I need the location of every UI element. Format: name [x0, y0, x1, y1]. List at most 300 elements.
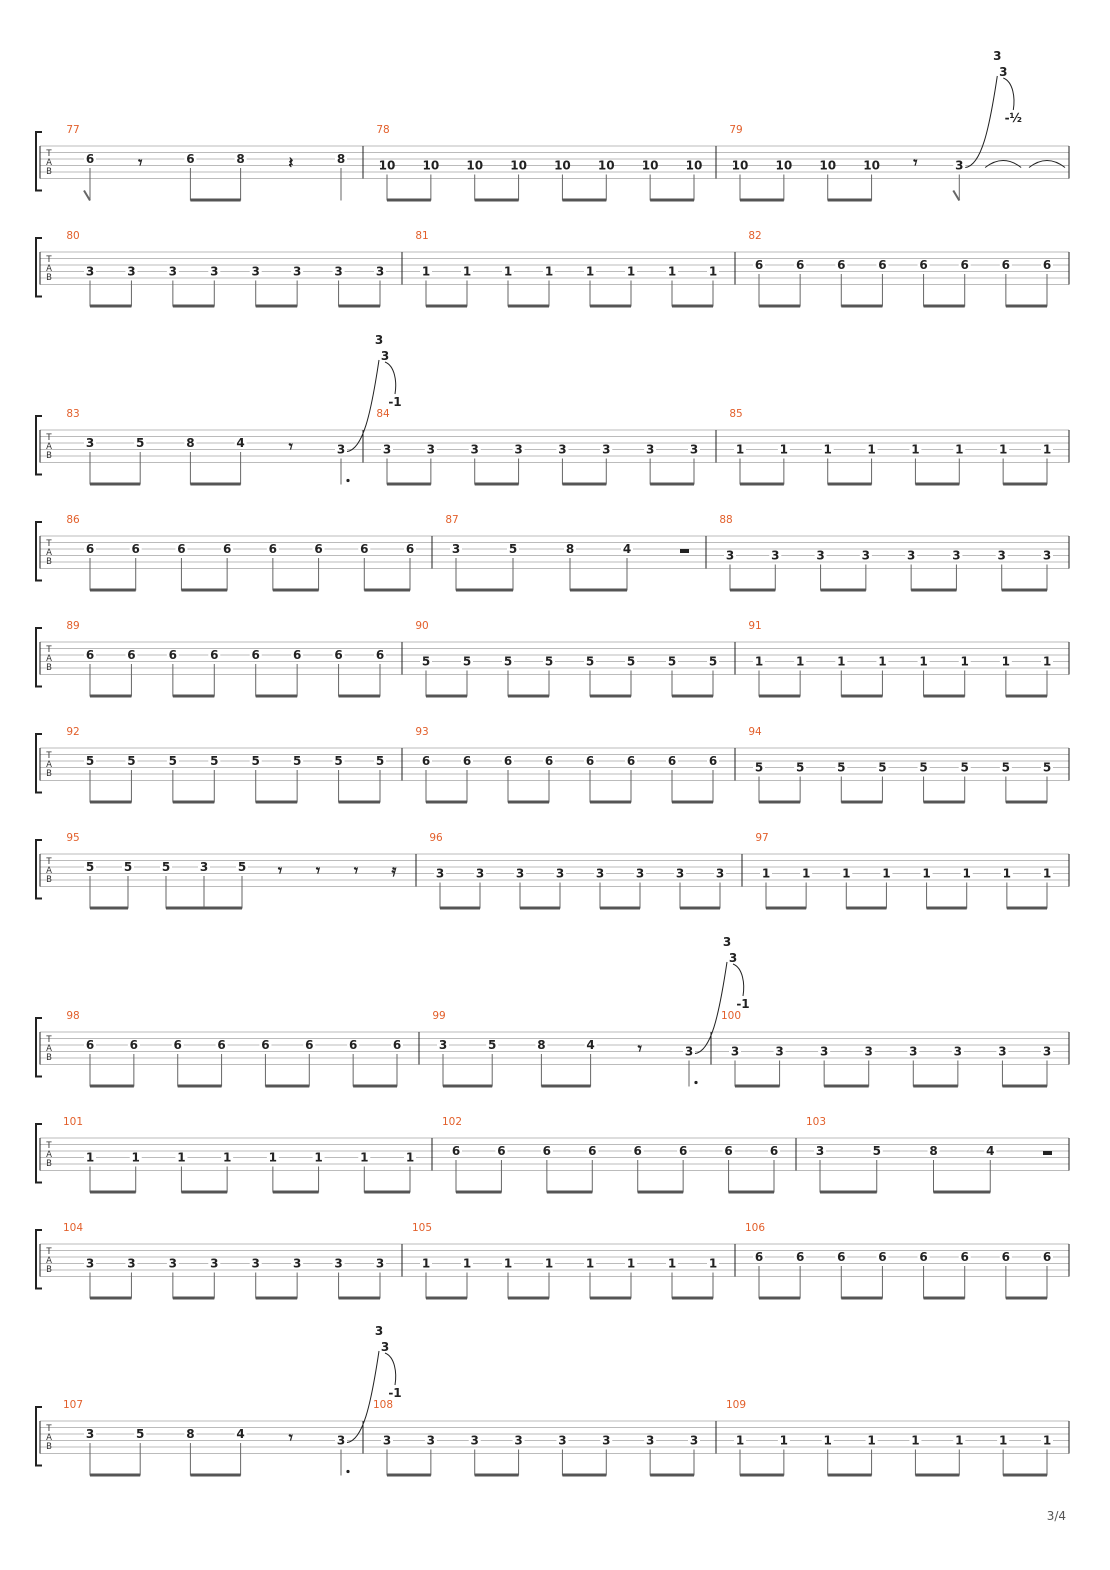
system-bracket	[36, 238, 42, 297]
beam	[387, 199, 431, 202]
fret-number: 1	[911, 442, 920, 457]
beam	[650, 1474, 694, 1477]
fret-number: 1	[626, 264, 636, 279]
fret-number: 3	[645, 442, 655, 457]
fret-number: 5	[1001, 760, 1011, 775]
fret-number: 1	[735, 1433, 745, 1448]
measure-97	[755, 832, 1053, 910]
beam	[426, 1297, 467, 1300]
measure-number: 87	[445, 514, 459, 526]
fret-number: 3	[816, 548, 825, 563]
beam	[924, 1297, 965, 1300]
fret-number: 5	[85, 754, 95, 768]
fret-number: 6	[503, 754, 513, 768]
fret-number: 6	[667, 754, 677, 768]
tab-system	[36, 230, 1069, 308]
fret-number: 4	[236, 436, 245, 450]
fret-number: 6	[85, 1038, 95, 1052]
fret-number: 1	[405, 1150, 415, 1165]
fret-number: 1	[867, 1433, 876, 1448]
measure-number: 100	[720, 1010, 742, 1022]
measure-78	[376, 124, 702, 202]
fret-number: 6	[626, 754, 636, 768]
measure-82	[748, 230, 1053, 308]
fret-number: 6	[708, 754, 718, 768]
fret-number: 3	[906, 548, 916, 563]
fret-number: 1	[955, 1433, 964, 1448]
measure-number: 103	[805, 1116, 827, 1128]
system-bracket	[36, 1230, 42, 1289]
sixteenth-rest: 𝄿	[391, 861, 397, 880]
measure-number: 96	[429, 832, 443, 844]
fret-number: 3	[382, 442, 392, 457]
fret-number: 3	[1042, 548, 1052, 563]
fret-number: 3	[451, 542, 461, 556]
beam	[339, 695, 380, 698]
fret-number: 6	[251, 648, 260, 662]
fret-number: 1	[761, 866, 771, 881]
fret-number: 3	[426, 1433, 436, 1448]
fret-number: 6	[129, 1038, 139, 1052]
fret-number: 1	[131, 1150, 140, 1165]
beam	[672, 305, 713, 308]
system-bracket	[36, 1124, 42, 1183]
fret-number: 1	[1042, 866, 1052, 881]
beam	[90, 1191, 136, 1194]
bend-label: 3	[374, 333, 384, 347]
release-curve	[733, 964, 744, 996]
fret-number: 10	[775, 158, 793, 173]
fret-number: 6	[1042, 258, 1052, 272]
fret-number: 3	[514, 1433, 523, 1448]
fret-number: 8	[236, 152, 245, 166]
beam	[638, 1191, 683, 1194]
fret-number: 10	[863, 158, 880, 173]
beam	[173, 695, 214, 698]
tab-system	[36, 1222, 1069, 1300]
fret-number: 6	[314, 542, 323, 556]
fret-number: 5	[1042, 760, 1052, 775]
measure-96	[429, 832, 726, 910]
measure-80	[66, 230, 386, 308]
beam	[924, 801, 965, 804]
beam	[562, 483, 606, 486]
measure-number: 80	[66, 230, 80, 242]
fret-number: 1	[754, 654, 764, 669]
tie-arc	[985, 161, 1021, 168]
fret-number: 3	[602, 442, 611, 457]
fret-number: 1	[708, 1256, 718, 1271]
tab-clef-letter: B	[46, 1159, 52, 1169]
measure-94	[748, 726, 1053, 804]
beam	[841, 695, 882, 698]
fret-number: 3	[555, 866, 565, 881]
fret-number: 5	[123, 860, 133, 874]
fret-number: 3	[375, 264, 385, 279]
fret-number: 6	[542, 1144, 552, 1158]
fret-number: 5	[795, 760, 805, 775]
fret-number: 3	[168, 264, 178, 279]
tab-clef-letter: T	[46, 1035, 52, 1045]
measure-87	[445, 514, 689, 592]
measure-100	[721, 1010, 1053, 1088]
beam	[828, 199, 872, 202]
beam	[339, 1297, 380, 1300]
fret-number: 6	[268, 542, 278, 556]
fret-number: 3	[426, 442, 436, 457]
fret-number: 6	[451, 1144, 461, 1158]
bend-curve	[965, 76, 997, 168]
fret-number: 6	[588, 1144, 597, 1158]
tab-clef-letter: B	[46, 663, 52, 673]
beam	[387, 1474, 431, 1477]
fret-number: 6	[210, 648, 219, 662]
beam	[475, 199, 519, 202]
fret-number: 6	[85, 542, 95, 556]
fret-number: 6	[85, 152, 95, 166]
tab-system	[36, 1324, 1069, 1477]
beam	[562, 1474, 606, 1477]
beam	[590, 695, 631, 698]
eighth-rest: 𝄾	[353, 861, 359, 880]
beam	[650, 199, 694, 202]
fret-number: 3	[334, 1256, 343, 1271]
beam	[256, 695, 297, 698]
fret-number: 8	[336, 152, 346, 166]
fret-number: 1	[1042, 1433, 1052, 1448]
beam	[766, 907, 806, 910]
fret-number: 3	[558, 442, 567, 457]
fret-number: 3	[771, 548, 780, 563]
fret-number: 6	[633, 1144, 642, 1158]
measure-number: 99	[432, 1010, 446, 1022]
tab-system	[36, 832, 1069, 910]
fret-number: 10	[554, 158, 571, 173]
measure-number: 94	[748, 726, 762, 738]
beam	[924, 695, 965, 698]
fret-number: 1	[919, 654, 928, 669]
tab-clef-letter: A	[46, 654, 52, 664]
measure-104	[63, 1222, 386, 1300]
fret-number: 6	[754, 1250, 764, 1264]
fret-number: 6	[217, 1038, 226, 1052]
measure-number: 81	[415, 230, 429, 242]
beam	[600, 907, 640, 910]
beam	[273, 1191, 319, 1194]
fret-number: 3	[730, 1044, 740, 1059]
measure-108	[373, 1399, 700, 1477]
tab-clef-letter: T	[46, 255, 52, 265]
fret-number: 5	[508, 542, 518, 556]
tab-clef-letter: B	[46, 557, 52, 567]
fret-number: 5	[919, 760, 928, 775]
measure-number: 98	[66, 1010, 80, 1022]
measure-number: 77	[66, 124, 80, 136]
fret-number: 3	[336, 442, 346, 457]
bend-label: 3	[722, 935, 732, 949]
beam	[821, 589, 866, 592]
measure-85	[729, 408, 1053, 486]
beam	[672, 695, 713, 698]
measure-number: 97	[755, 832, 769, 844]
fret-number: 6	[837, 1250, 846, 1264]
tab-clef-letter: T	[46, 751, 52, 761]
measure-number: 105	[411, 1222, 433, 1234]
beam	[443, 1085, 492, 1088]
beam	[1003, 483, 1047, 486]
fret-number: 3	[475, 866, 485, 881]
fret-number: 3	[514, 442, 523, 457]
fret-number: 1	[503, 1256, 513, 1271]
measure-number: 104	[62, 1222, 84, 1234]
beam	[759, 1297, 800, 1300]
beam	[426, 305, 467, 308]
fret-number: 6	[348, 1038, 358, 1052]
system-bracket	[36, 416, 42, 475]
beam	[1007, 907, 1047, 910]
fret-number: 4	[622, 542, 632, 556]
fret-number: 3	[684, 1044, 694, 1059]
fret-number: 5	[251, 754, 260, 768]
fret-number: 3	[689, 442, 699, 457]
fret-number: 3	[725, 548, 735, 563]
eighth-rest: 𝄾	[288, 437, 293, 456]
system-bracket	[36, 1407, 42, 1466]
fret-number: 1	[779, 442, 789, 457]
measure-number: 89	[66, 620, 80, 632]
beam	[440, 907, 480, 910]
fret-number: 5	[626, 654, 636, 669]
eighth-rest: 𝄾	[288, 1428, 293, 1447]
beam	[924, 305, 965, 308]
beam	[1003, 1474, 1047, 1477]
fret-number: 5	[375, 754, 385, 768]
tab-clef-letter: A	[46, 760, 52, 770]
measure-86	[66, 514, 416, 592]
tab-clef-letter: A	[46, 1433, 52, 1443]
tab-system	[36, 333, 1069, 486]
beam	[90, 589, 136, 592]
beam	[828, 1474, 872, 1477]
system-bracket	[36, 522, 42, 581]
fret-number: 6	[837, 258, 846, 272]
fret-number: 3	[336, 1433, 346, 1448]
fret-number: 6	[544, 754, 554, 768]
tab-clef-letter: T	[46, 645, 52, 655]
beam	[256, 1297, 297, 1300]
fret-number: 1	[626, 1256, 636, 1271]
fret-number: 3	[998, 1044, 1007, 1059]
bend-label: 3	[380, 1340, 390, 1354]
fret-number: 4	[236, 1427, 245, 1441]
fret-number: 3	[292, 1256, 302, 1271]
measure-number: 88	[719, 514, 733, 526]
fret-number: 8	[565, 542, 575, 556]
fret-number: 6	[960, 1250, 969, 1264]
measure-88	[719, 514, 1053, 592]
beam	[90, 1085, 134, 1088]
fret-number: 3	[558, 1433, 567, 1448]
tab-clef-letter: T	[46, 1247, 52, 1257]
measure-109	[726, 1399, 1053, 1477]
tab-clef-letter: B	[46, 451, 52, 461]
tab-clef-letter: A	[46, 1044, 52, 1054]
beam	[265, 1085, 309, 1088]
fret-number: 6	[1001, 1250, 1011, 1264]
release-label: -½	[1004, 111, 1022, 125]
beam	[730, 589, 775, 592]
fret-number: 5	[292, 754, 302, 768]
measure-number: 102	[441, 1116, 463, 1128]
tab-clef-letter: A	[46, 264, 52, 274]
tab-clef-letter: T	[46, 1424, 52, 1434]
fret-number: 6	[168, 648, 178, 662]
fret-number: 5	[667, 654, 677, 669]
fret-number: 6	[375, 648, 385, 662]
fret-number: 3	[199, 860, 209, 874]
fret-number: 1	[585, 264, 595, 279]
fret-number: 1	[360, 1150, 369, 1165]
beam	[90, 1297, 131, 1300]
beam	[1006, 801, 1047, 804]
beam	[841, 305, 882, 308]
fret-number: 6	[405, 542, 415, 556]
eighth-rest: 𝄾	[277, 861, 283, 880]
fret-number: 1	[998, 442, 1008, 457]
fret-number: 3	[168, 1256, 178, 1271]
fret-number: 6	[261, 1038, 270, 1052]
fret-number: 1	[462, 1256, 472, 1271]
measure-number: 90	[415, 620, 429, 632]
system-bracket	[36, 1018, 42, 1077]
fret-number: 5	[136, 436, 145, 450]
fret-number: 10	[378, 158, 396, 173]
fret-number: 1	[867, 442, 876, 457]
fret-number: 1	[503, 264, 513, 279]
beam	[541, 1085, 590, 1088]
fret-number: 5	[488, 1038, 497, 1052]
fret-number: 3	[85, 264, 95, 279]
release-curve	[385, 1353, 396, 1385]
fret-number: 1	[544, 264, 554, 279]
fret-number: 5	[544, 654, 554, 669]
fret-number: 5	[585, 654, 595, 669]
fret-number: 10	[731, 158, 749, 173]
beam	[759, 801, 800, 804]
measure-89	[66, 620, 386, 698]
beam	[508, 695, 549, 698]
fret-number: 6	[724, 1144, 733, 1158]
measure-number: 78	[376, 124, 390, 136]
tab-clef-letter: B	[46, 167, 52, 177]
beam	[339, 801, 380, 804]
measure-number: 95	[66, 832, 80, 844]
fret-number: 5	[237, 860, 247, 874]
fret-number: 1	[911, 1433, 920, 1448]
tab-system	[36, 49, 1069, 202]
measure-84	[376, 408, 700, 486]
fret-number: 8	[186, 1427, 195, 1441]
measure-number: 91	[748, 620, 762, 632]
release-curve	[1003, 78, 1014, 110]
tab-clef-letter: B	[46, 1053, 52, 1063]
measure-number: 79	[729, 124, 743, 136]
fret-number: 6	[421, 754, 431, 768]
bend-label: 3	[999, 65, 1008, 79]
fret-number: 1	[960, 654, 969, 669]
fret-number: 3	[864, 1044, 873, 1059]
dot	[346, 479, 349, 482]
tab-clef-letter: B	[46, 1265, 52, 1275]
beam	[915, 1474, 959, 1477]
fret-number: 3	[292, 264, 302, 279]
fret-number: 3	[997, 548, 1006, 563]
tie-arc	[1029, 161, 1065, 168]
beam	[672, 801, 713, 804]
fret-number: 1	[177, 1150, 186, 1165]
fret-number: 6	[795, 1250, 805, 1264]
fret-number: 1	[544, 1256, 554, 1271]
fret-number: 10	[510, 158, 527, 173]
beam	[846, 907, 886, 910]
fret-number: 3	[515, 866, 525, 881]
fret-number: 3	[689, 1433, 699, 1448]
measure-number: 109	[725, 1399, 747, 1411]
beam	[759, 695, 800, 698]
fret-number: 6	[131, 542, 140, 556]
beam	[927, 907, 967, 910]
measure-106	[745, 1222, 1053, 1300]
beam	[759, 305, 800, 308]
dot	[694, 1081, 697, 1084]
measure-number: 86	[66, 514, 80, 526]
release-label: -1	[736, 997, 750, 1011]
fret-number: 6	[878, 1250, 887, 1264]
tab-clef-letter: B	[46, 273, 52, 283]
fret-number: 3	[470, 1433, 479, 1448]
fret-number: 3	[210, 264, 219, 279]
beam	[562, 199, 606, 202]
tab-system	[36, 935, 1069, 1088]
beam	[173, 1297, 214, 1300]
measure-92	[66, 726, 386, 804]
tab-system	[36, 514, 1069, 592]
beam	[740, 483, 784, 486]
beam	[729, 1191, 774, 1194]
fret-number: 4	[586, 1038, 595, 1052]
fret-number: 6	[878, 258, 887, 272]
fret-number: 1	[962, 866, 971, 881]
tab-system	[36, 1116, 1069, 1194]
fret-number: 3	[952, 548, 961, 563]
beam	[190, 1474, 240, 1477]
fret-number: 5	[168, 754, 178, 768]
beam	[273, 589, 319, 592]
beam	[426, 695, 467, 698]
fret-number: 4	[986, 1144, 995, 1158]
beam	[740, 1474, 784, 1477]
tab-system	[36, 620, 1069, 698]
note-flag	[84, 191, 90, 201]
beam	[339, 305, 380, 308]
fret-number: 1	[998, 1433, 1008, 1448]
bend-label: 3	[728, 951, 738, 965]
fret-number: 5	[136, 1427, 145, 1441]
fret-number: 6	[1001, 258, 1011, 272]
fret-number: 3	[127, 1256, 136, 1271]
bend-label: 3	[374, 1324, 384, 1338]
fret-number: 3	[775, 1044, 784, 1059]
